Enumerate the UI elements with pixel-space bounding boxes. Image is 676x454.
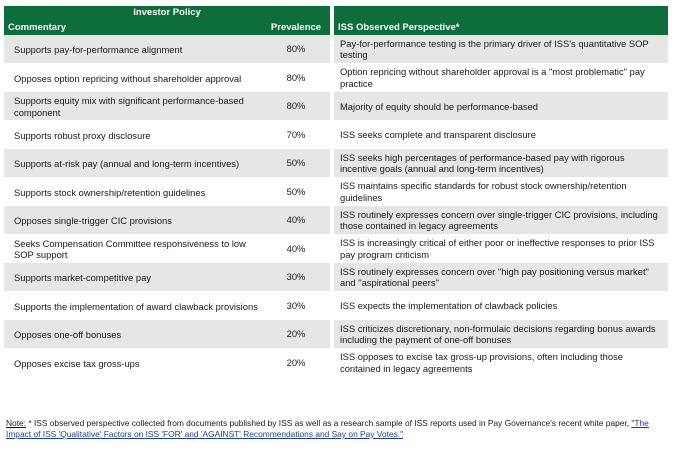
iss-perspective-cell: ISS seeks complete and transparent disclosure xyxy=(334,121,668,149)
table-row xyxy=(4,178,668,207)
commentary-cell: Supports market-competitive pay xyxy=(4,263,262,291)
commentary-cell: Opposes option repricing without shareholder approval xyxy=(4,64,262,92)
prevalence-cell: 80% xyxy=(262,64,330,92)
prevalence-cell: 80% xyxy=(262,92,330,120)
prevalence-cell: 30% xyxy=(262,263,330,291)
commentary-cell: Supports robust proxy disclosure xyxy=(4,121,262,149)
footnote-text: * ISS observed perspective collected from documents published by ISS as well as a research sample of ISS reports used in Pay Governance's recent white paper, xyxy=(26,418,632,428)
iss-perspective-cell: ISS seeks high percentages of performance-based pay with rigorous incentive goals (annual and long-term incentives) xyxy=(334,149,668,177)
table-row xyxy=(4,263,668,292)
iss-perspective-cell: ISS opposes to excise tax gross-up provisions, often including those contained in legacy agreements xyxy=(334,349,668,377)
prevalence-cell: 40% xyxy=(262,235,330,263)
investor-policy-heading: Investor Policy xyxy=(4,6,330,20)
prevalence-heading: Prevalence xyxy=(262,20,330,35)
prevalence-cell: 70% xyxy=(262,121,330,149)
commentary-cell: Opposes single-trigger CIC provisions xyxy=(4,206,262,234)
iss-group-spacer xyxy=(334,6,668,20)
iss-perspective-cell: Option repricing without shareholder approval is a "most problematic" pay practice xyxy=(334,64,668,92)
commentary-cell: Supports equity mix with significant performance-based component xyxy=(4,92,262,120)
table-row xyxy=(4,206,668,235)
commentary-cell: Supports at-risk pay (annual and long-term incentives) xyxy=(4,149,262,177)
prevalence-cell: 30% xyxy=(262,292,330,320)
iss-perspective-cell: Pay-for-performance testing is the primary driver of ISS's quantitative SOP testing xyxy=(334,35,668,63)
prevalence-cell: 50% xyxy=(262,149,330,177)
table-column-header xyxy=(4,20,668,35)
table-row xyxy=(4,92,668,121)
prevalence-cell: 20% xyxy=(262,349,330,377)
iss-perspective-cell: Majority of equity should be performance-based xyxy=(334,92,668,120)
iss-perspective-cell: ISS is increasingly critical of either poor or ineffective responses to prior ISS pay program criticism xyxy=(334,235,668,263)
table-row xyxy=(4,35,668,64)
investor-policy-table xyxy=(4,6,668,377)
commentary-cell: Opposes excise tax gross-ups xyxy=(4,349,262,377)
iss-perspective-cell: ISS routinely expresses concern over single-trigger CIC provisions, including those contained in legacy agreements xyxy=(334,206,668,234)
prevalence-cell: 80% xyxy=(262,35,330,63)
commentary-cell: Supports the implementation of award clawback provisions xyxy=(4,292,262,320)
table-body xyxy=(4,35,668,377)
commentary-cell: Supports stock ownership/retention guidelines xyxy=(4,178,262,206)
prevalence-cell: 50% xyxy=(262,178,330,206)
commentary-cell: Opposes one-off bonuses xyxy=(4,320,262,348)
footnote-label: Note: xyxy=(6,418,27,428)
table-row xyxy=(4,149,668,178)
footnote xyxy=(6,418,670,440)
prevalence-cell: 20% xyxy=(262,320,330,348)
table-row xyxy=(4,64,668,93)
iss-perspective-cell: ISS criticizes discretionary, non-formulaic decisions regarding bonus awards including the payment of one-off bonuses xyxy=(334,320,668,348)
table-row xyxy=(4,121,668,150)
iss-perspective-cell: ISS routinely expresses concern over "high pay positioning versus market" and "aspirational peers" xyxy=(334,263,668,291)
iss-perspective-cell: ISS maintains specific standards for robust stock ownership/retention guidelines xyxy=(334,178,668,206)
iss-perspective-heading: ISS Observed Perspective* xyxy=(334,20,668,35)
table-row xyxy=(4,349,668,378)
table-row xyxy=(4,320,668,349)
commentary-cell: Seeks Compensation Committee responsiveness to low SOP support xyxy=(4,235,262,263)
commentary-heading: Commentary xyxy=(4,20,262,35)
iss-perspective-cell: ISS expects the implementation of clawback policies xyxy=(334,292,668,320)
commentary-cell: Supports pay-for-performance alignment xyxy=(4,35,262,63)
table-row xyxy=(4,292,668,321)
prevalence-cell: 40% xyxy=(262,206,330,234)
white-paper-link[interactable]: "The Impact of ISS 'Qualitative' Factors on ISS 'FOR' and 'AGAINST' Recommendations and Say on Pay Votes." xyxy=(6,418,649,439)
table-group-header xyxy=(4,6,668,20)
table-row xyxy=(4,235,668,264)
